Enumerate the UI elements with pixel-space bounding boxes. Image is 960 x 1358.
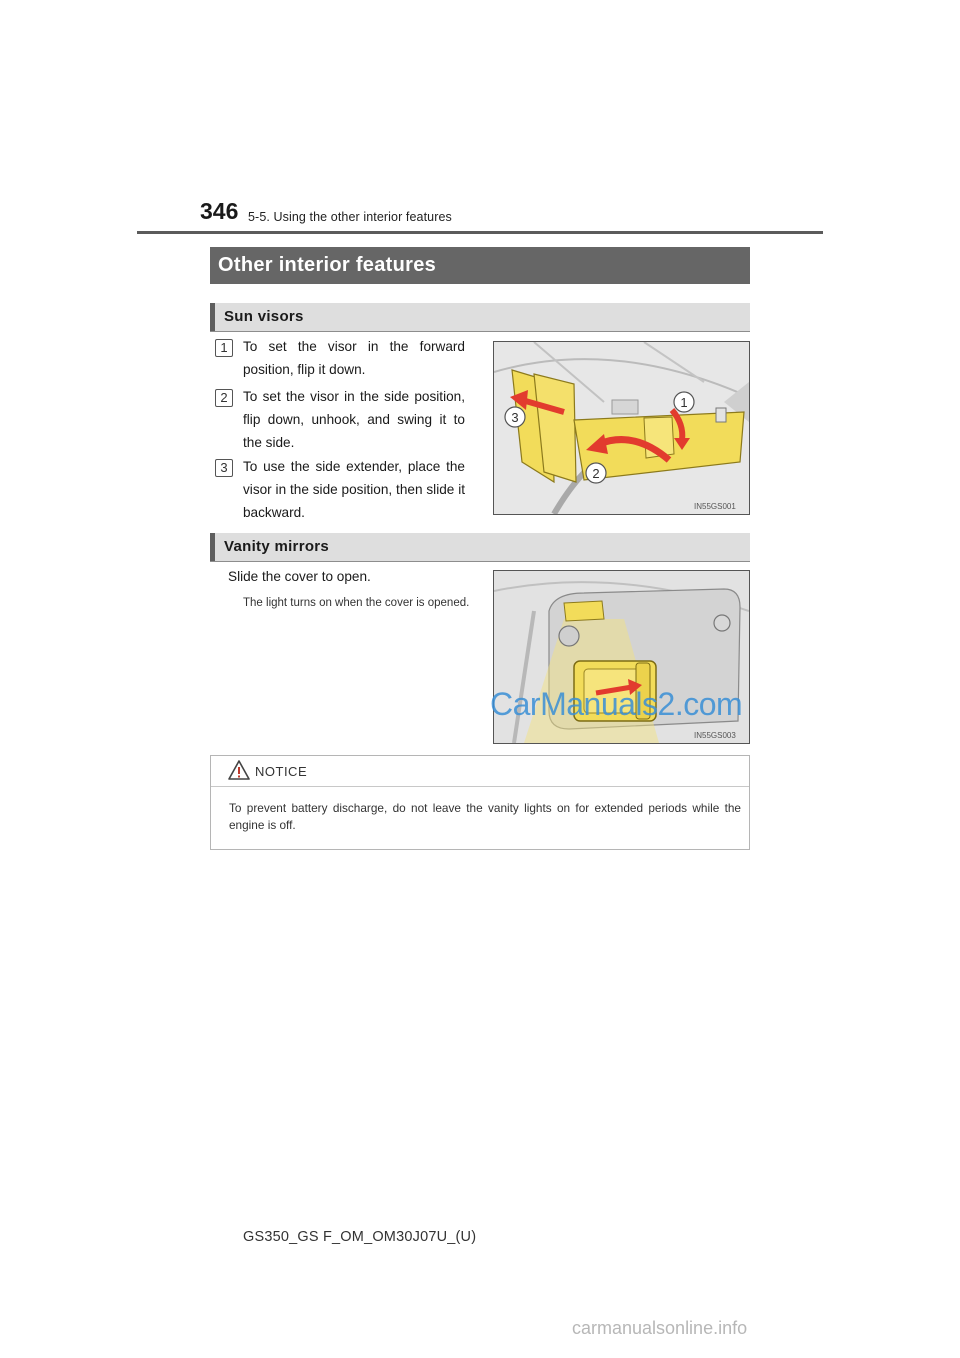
step-text-2: To set the visor in the side position, flip down, unhook, and swing it to the side. [243,389,465,450]
subheading-label: Vanity mirrors [224,538,330,555]
step-number-1: 1 [215,339,233,357]
notice-body: To prevent battery discharge, do not leave the vanity lights on for extended periods while the engine is off. [229,801,741,832]
breadcrumb: 5-5. Using the other interior features [248,210,452,224]
section-title: Other interior features [218,254,437,276]
subheading-vanity-mirrors [210,533,750,562]
notice-box [210,755,750,850]
subheading-marker [210,303,215,331]
step-text-1: To set the visor in the forward position, flip it down. [243,339,465,377]
subheading-label: Sun visors [224,308,304,325]
notice-title: NOTICE [255,764,308,779]
watermark-carmanuals2: CarManuals2.com [490,686,743,722]
document-code: GS350_GS F_OM_OM30J07U_(U) [243,1229,477,1245]
sun-visor-drawing [494,342,749,514]
section-title-bar [210,247,750,284]
vanity-note: The light turns on when the cover is opened. [243,597,470,609]
subheading-marker [210,533,215,561]
callout-2: 2 [592,466,600,481]
callout-1: 1 [680,395,688,410]
callout-3: 3 [511,410,519,425]
sun-visor-illustration [493,341,750,515]
step-text-3: To use the side extender, place the visor in the side position, then slide it backward. [243,459,465,520]
notice-header [211,756,749,787]
subheading-sun-visors [210,303,750,332]
watermark-carmanualsonline: carmanualsonline.info [572,1318,748,1338]
vanity-instruction: Slide the cover to open. [228,569,371,584]
warning-triangle-icon [228,760,250,780]
step-number-3: 3 [215,459,233,477]
step-number-2: 2 [215,389,233,407]
header-rule [137,231,823,234]
page-number: 346 [200,198,239,224]
figure-code-2: IN55GS003 [694,731,736,740]
figure-code-1: IN55GS001 [694,502,736,511]
